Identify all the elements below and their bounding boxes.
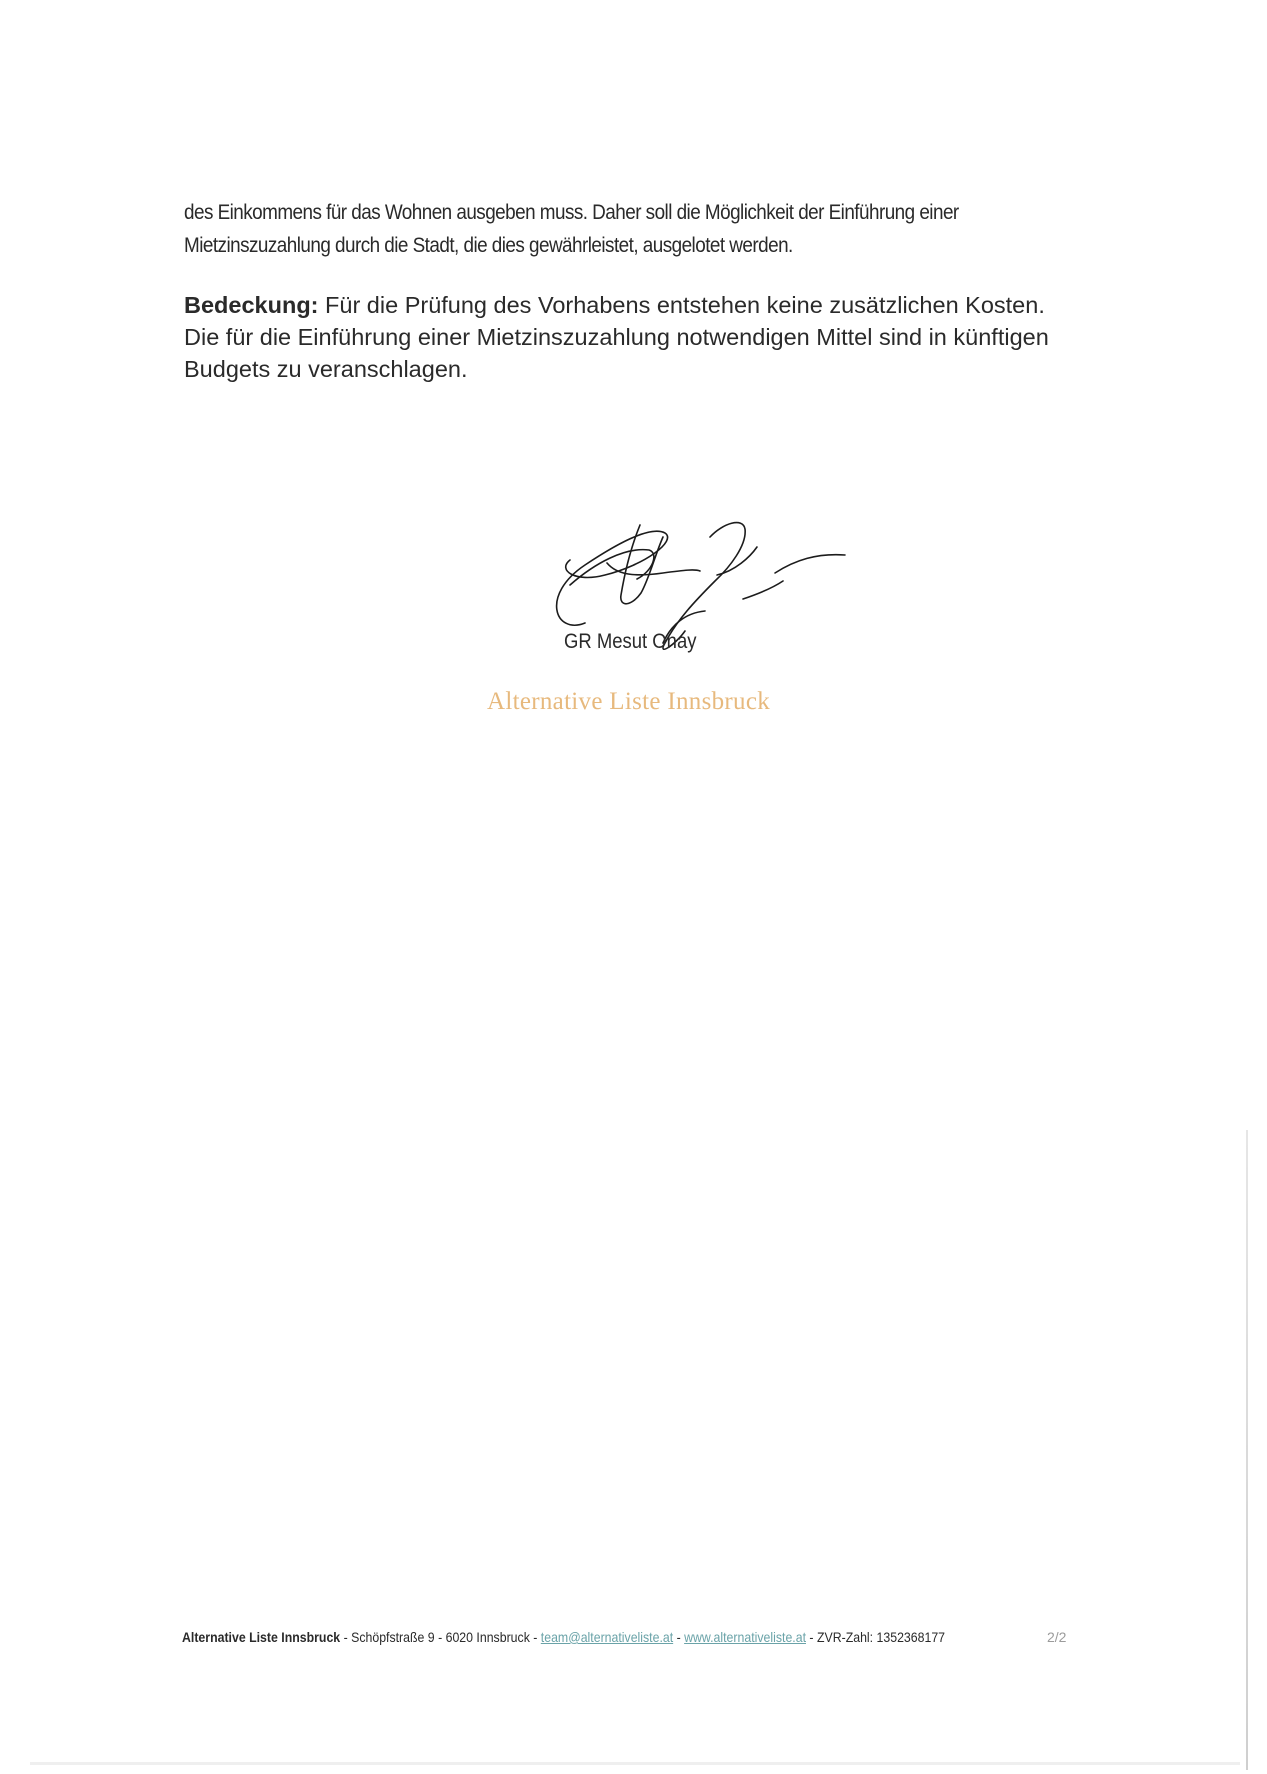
page-number: 2/2 xyxy=(1047,1629,1067,1645)
coverage-line-1 xyxy=(184,289,1084,321)
body-paragraph-line-1: des Einkommens für das Wohnen ausgeben muss. Daher soll die Möglichkeit der Einführung einer xyxy=(184,201,959,224)
coverage-paragraph xyxy=(184,289,1084,385)
footer-organization: Alternative Liste Innsbruck xyxy=(182,1629,341,1645)
footer-separator: - xyxy=(340,1629,352,1645)
footer-website-link[interactable]: www.alternativeliste.at xyxy=(684,1629,807,1645)
signer-name: GR Mesut Onay xyxy=(564,630,697,653)
footer-separator: - xyxy=(806,1629,817,1645)
coverage-label: Bedeckung: xyxy=(184,292,319,318)
scan-edge-bottom xyxy=(30,1762,1240,1765)
coverage-line-1-text: Für die Prüfung des Vorhabens entstehen keine zusätzlichen Kosten. xyxy=(318,292,1045,318)
footer-email-link[interactable]: team@alternativeliste.at xyxy=(540,1629,674,1645)
body-paragraph xyxy=(184,196,994,262)
organization-logo-text: Alternative Liste Innsbruck xyxy=(487,688,771,715)
coverage-line-3: Budgets zu veranschlagen. xyxy=(184,356,468,382)
footer-registry: ZVR-Zahl: 1352368177 xyxy=(816,1629,946,1645)
footer-separator: - xyxy=(673,1629,685,1645)
footer xyxy=(182,1629,974,1645)
body-paragraph-line-2: Mietzinszuzahlung durch die Stadt, die dies gewährleistet, ausgelotet werden. xyxy=(184,234,793,257)
footer-separator: - xyxy=(529,1629,541,1645)
scan-edge-right xyxy=(1246,1130,1248,1770)
coverage-line-2: Die für die Einführung einer Mietzinszuzahlung notwendigen Mittel sind in künftigen xyxy=(184,324,1049,350)
footer-address: Schöpfstraße 9 - 6020 Innsbruck xyxy=(351,1629,530,1645)
